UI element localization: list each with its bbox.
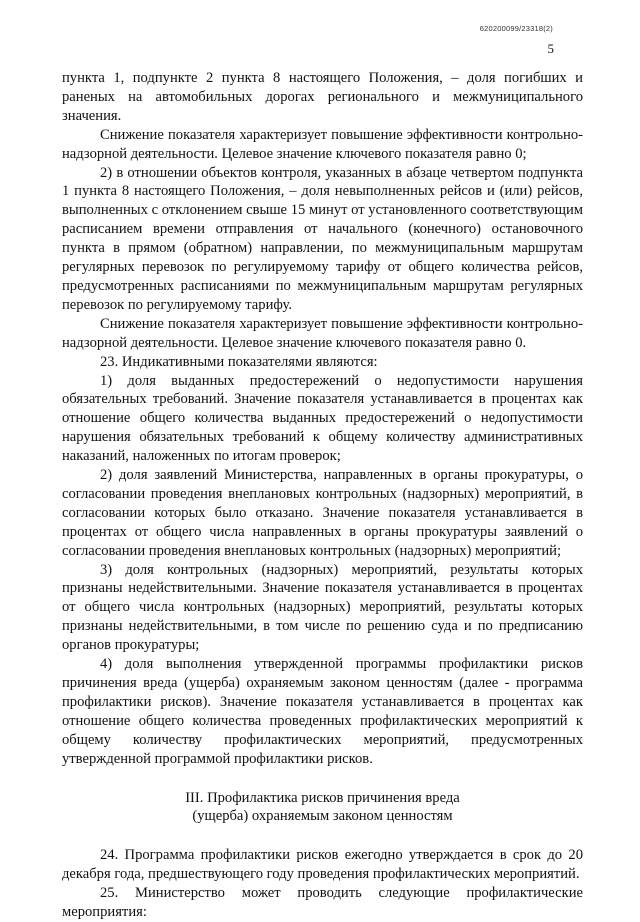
paragraph: Снижение показателя характеризует повышение эффективности контрольно-надзорной деятельности. Целевое значение ключевого показателя равно 0; <box>62 126 583 162</box>
paragraph: 4) доля выполнения утвержденной программы профилактики рисков причинения вреда (ущерба) охраняемым законом ценностям (далее - программа профилактики рисков). Значение показателя устанавливается в процентах как отношение общего количества проведенных профилактических мероприятий к общему количеству профилактических мероприятий, предусмотренных утвержденной программой профилактики рисков. <box>62 656 583 767</box>
paragraph: 24. Программа профилактики рисков ежегодно утверждается в срок до 20 декабря года, предшествующего году проведения профилактических мероприятий. <box>62 847 583 883</box>
section-heading-line: (ущерба) охраняемым законом ценностям <box>192 808 453 825</box>
page-number: 5 <box>547 41 554 56</box>
document-body <box>62 69 583 922</box>
document-code: 620200099/23318(2) <box>479 24 553 33</box>
paragraph: 2) доля заявлений Министерства, направленных в органы прокуратуры, о согласовании проведения внеплановых контрольных (надзорных) мероприятий, в согласовании которых было отказано. Значение показателя устанавливается в процентах от общего числа направленных в органы прокуратуры заявлений о согласовании проведения внеплановых контрольных (надзорных) мероприятий; <box>62 467 583 559</box>
section-heading-line: III. Профилактика рисков причинения вреда <box>185 789 460 806</box>
paragraph: 23. Индикативными показателями являются: <box>100 353 378 370</box>
paragraph-continuation: пункта 1, подпункте 2 пункта 8 настоящего Положения, – доля погибших и раненых на автомобильных дорогах регионального и межмуниципального значения. <box>62 70 583 124</box>
paragraph: 25. Министерство может проводить следующие профилактические мероприятия: <box>62 885 583 921</box>
paragraph: 1) доля выданных предостережений о недопустимости нарушения обязательных требований. Значение показателя устанавливается в процентах как отношение общего количества выданных предостережений о недопустимости нарушения обязательных требований к общему количеству административных наказаний, наложенных по итогам проверок; <box>62 372 583 465</box>
paragraph: Снижение показателя характеризует повышение эффективности контрольно-надзорной деятельности. Целевое значение ключевого показателя равно 0. <box>62 315 583 351</box>
section-heading <box>62 789 583 827</box>
paragraph: 2) в отношении объектов контроля, указанных в абзаце четвертом подпункта 1 пункта 8 настоящего Положения, – доля невыполненных рейсов и (или) рейсов, выполненных с отклонением свыше 15 минут от установленного соответствующим расписанием времени отправления от начального (конечного) остановочного пункта в прямом (обратном) направлении, по межмуниципальным маршрутам регулярных перевозок по регулируемому тарифу от общего количества рейсов, предусмотренных расписаниями по межмуниципальным маршрутам регулярных перевозок по регулируемому тарифу. <box>62 164 583 313</box>
paragraph: 3) доля контрольных (надзорных) мероприятий, результаты которых признаны недействительными. Значение показателя устанавливается в процентах от общего числа контрольных (надзорных) мероприятий, результаты которых признаны недействительными, в том числе по решению суда и по предписанию органов прокуратуры; <box>62 561 583 654</box>
